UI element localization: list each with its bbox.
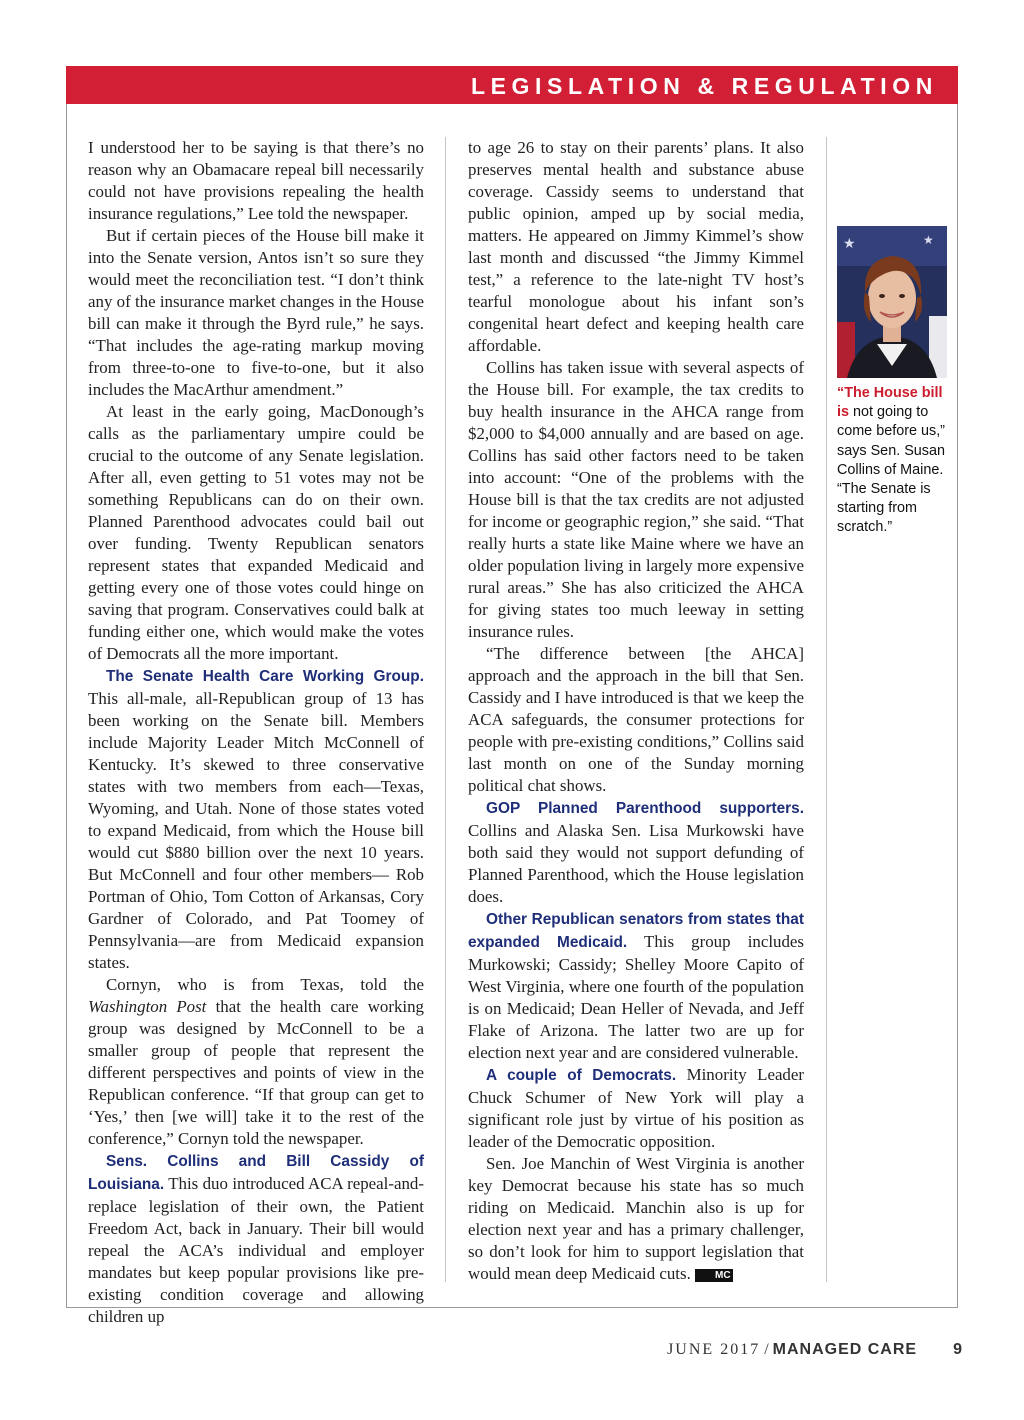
subhead: A couple of Democrats. bbox=[486, 1067, 677, 1084]
paragraph bbox=[468, 797, 804, 908]
subhead: Sens. Collins and Bill Cassidy of Louisiana. bbox=[88, 1153, 424, 1193]
column-divider bbox=[826, 137, 827, 1282]
paragraph-text: Minority Leader Chuck Schumer of New York will play a significant role just by virtue of his position as leader of the Democratic opposition. bbox=[468, 1065, 805, 1151]
paragraph: to age 26 to stay on their parents’ plans. It also preserves mental health and substance abuse coverage. Cassidy seems to understand that public opinion, amped up by social media, matters. He appeared on Jimmy Kimmel’s show last month and discussed “the Jimmy Kimmel test,” a reference to the late-night TV host’s tearful monologue about his infant son’s congenital heart defect and keeping health care affordable. bbox=[468, 138, 804, 355]
caption-highlight: “The House bill is bbox=[837, 385, 943, 421]
portrait-photo bbox=[837, 226, 947, 378]
issue-date: JUNE 2017 bbox=[667, 1341, 761, 1358]
portrait-illustration bbox=[837, 226, 947, 378]
paragraph bbox=[468, 1064, 804, 1153]
mc-end-mark-icon: MC bbox=[695, 1269, 733, 1282]
paragraph-text: Sen. Joe Manchin of West Virginia is another key Democrat because his state has so much riding on Medicaid. Manchin also is up for election next year and has a primary challenger, so don’t look for him to support legislation that would mean deep Medicaid cuts. bbox=[468, 1154, 804, 1283]
article-column-2 bbox=[468, 137, 804, 1285]
paragraph bbox=[468, 908, 804, 1064]
paragraph: I understood her to be saying is that there’s no reason why an Obamacare repeal bill necessarily could not have provisions repealing the health insurance regulations,” Lee told the newspaper. bbox=[88, 138, 424, 223]
paragraph-text: Collins and Alaska Sen. Lisa Murkowski have both said they would not support defunding of Planned Parenthood, which the House legislation does. bbox=[468, 821, 804, 906]
paragraph: Collins has taken issue with several aspects of the House bill. For example, the tax credits to buy health insurance in the AHCA range from $2,000 to $4,000 annually and are based on age. Collins has said other factors need to be taken into account: “One of the problems with the House bill is that the tax credits are not adjusted for income or geographic region,” she said. “That really hurts a state like Maine where we have an older population living in largely more expensive rural areas.” She has also criticized the AHCA for giving states too much leeway in setting insurance rules. bbox=[468, 358, 804, 641]
section-banner: LEGISLATION & REGULATION bbox=[66, 66, 958, 104]
paragraph: “The difference between [the AHCA] approach and the approach in the bill that Sen. Cassidy and I have introduced is that we keep the ACA safeguards, the consumer protections for people with pre-existing conditions,” Collins said last month on one of the Sunday morning political chat shows. bbox=[468, 644, 804, 795]
paragraph-text: This all-male, all-Republican group of 13 has been working on the Senate bill. Members include Majority Leader Mitch McConnell of Kentucky. It’s skewed to three conservative states with two members from each—Texas, Wyoming, and Utah. None of those states voted to expand Medicaid, from which the House bill would cut $880 billion over the next 10 years. But McConnell and four other members— Rob Portman of Ohio, Tom Cotton of Arkansas, Cory Gardner of Colorado, and Pat Toomey of Pennsylvania—are from Medicaid expansion states. bbox=[88, 689, 424, 972]
photo-caption bbox=[837, 384, 955, 538]
paragraph-text: This duo introduced ACA repeal-and-replace legislation of their own, the Patient Freedom Act, back in January. Their bill would repeal the ACA’s individual and employer mandates but keep popular provisions like pre-existing condition coverage and allowing children up bbox=[88, 1174, 424, 1326]
paragraph: But if certain pieces of the House bill make it into the Senate version, Antos isn’t so sure they would meet the reconciliation test. “I don’t think any of the insurance market changes in the House bill can make it through the Byrd rule,” he says. “That includes the age-rating markup moving from three-to-one to five-to-one, but it also includes the MacArthur amendment.” bbox=[88, 226, 424, 399]
caption-text: not going to come before us,” says Sen. Susan Collins of Maine. “The Senate is starting from scratch.” bbox=[837, 404, 945, 536]
article-column-1 bbox=[88, 137, 424, 1328]
magazine-name: MANAGED CARE bbox=[772, 1341, 918, 1358]
paragraph-text: This group includes Murkowski; Cassidy; Shelley Moore Capito of West Virginia, where one fourth of the population is on Medicaid; Dean Heller of Nevada, and Jeff Flake of Arizona. The latter two are up for election next year and are considered vulnerable. bbox=[468, 932, 804, 1062]
paragraph-text: that the health care working group was designed by McConnell to be a smaller group of people that represent the different perspectives and points of view in the Republican conference. “If that group can get to ‘Yes,’ then [we will] take it to the rest of the conference,” Cornyn told the newspaper. bbox=[88, 997, 424, 1148]
paragraph bbox=[468, 1153, 804, 1285]
paragraph-text: Cornyn, who is from Texas, told the bbox=[106, 975, 424, 994]
publication-name: Washington Post bbox=[88, 997, 207, 1016]
paragraph bbox=[88, 1150, 424, 1328]
paragraph bbox=[88, 665, 424, 974]
column-divider bbox=[445, 137, 446, 1282]
subhead: GOP Planned Parenthood supporters. bbox=[486, 800, 804, 817]
paragraph: At least in the early going, MacDonough’s calls as the parliamentary umpire could be crucial to the outcome of any Senate legislation. After all, even getting to 51 votes may not be something Republicans can do on their own. Planned Parenthood advocates could bail out over funding. Twenty Republican senators represent states that expanded Medicaid and getting every one of those votes could hinge on saving that program. Conservatives could balk at funding either one, which would make the votes of Democrats all the more important. bbox=[88, 402, 424, 663]
subhead: The Senate Health Care Working Group. bbox=[106, 668, 424, 685]
page-footer bbox=[667, 1341, 962, 1361]
subhead: Other Republican senators from states that expanded Medicaid. bbox=[468, 911, 804, 951]
svg-text:★: ★ bbox=[923, 233, 934, 247]
page-number: 9 bbox=[953, 1341, 962, 1358]
footer-separator: / bbox=[760, 1341, 773, 1358]
paragraph bbox=[88, 974, 424, 1150]
svg-text:★: ★ bbox=[843, 237, 856, 252]
